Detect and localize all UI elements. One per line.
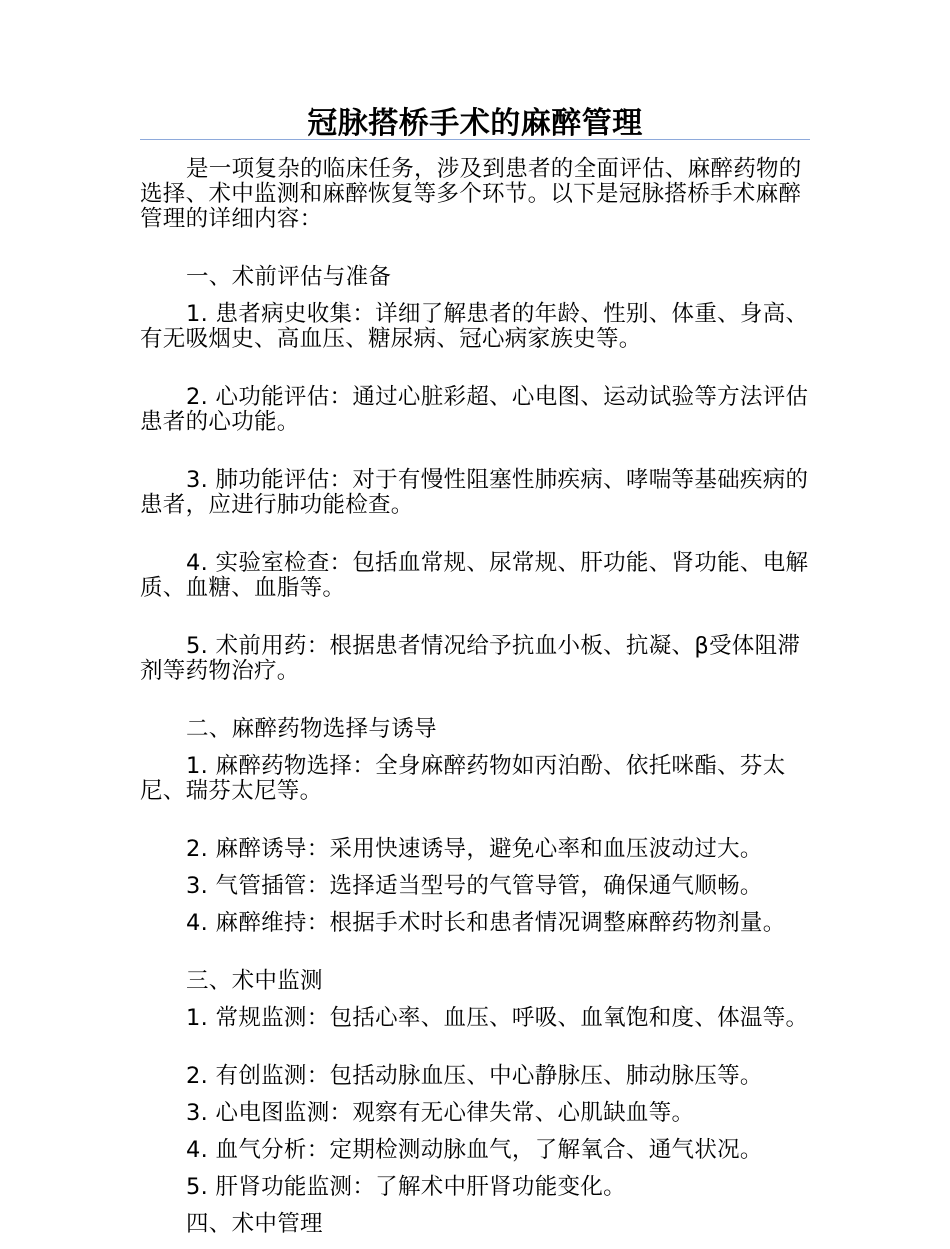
anesthesia-item-intubation: 3. 气管插管：选择适当型号的气管导管，确保通气顺畅。 bbox=[186, 873, 763, 899]
anesthesia-item-induction: 2. 麻醉诱导：采用快速诱导，避免心率和血压波动过大。 bbox=[186, 836, 763, 862]
anesthesia-item-maintenance: 4. 麻醉维持：根据手术时长和患者情况调整麻醉药物剂量。 bbox=[186, 910, 786, 936]
section-heading-intraop: 四、术中管理 bbox=[186, 1211, 323, 1237]
monitoring-item-bloodgas: 4. 血气分析：定期检测动脉血气，了解氧合、通气状况。 bbox=[186, 1137, 763, 1163]
title-underline bbox=[140, 139, 810, 140]
document-body bbox=[140, 157, 810, 1249]
anesthesia-item-drugs: 1. 麻醉药物选择：全身麻醉药物如丙泊酚、依托咪酯、芬太尼、瑞芬太尼等。 bbox=[140, 753, 786, 804]
preop-item-cardiac: 2. 心功能评估：通过心脏彩超、心电图、运动试验等方法评估患者的心功能。 bbox=[140, 384, 809, 435]
document-title: 冠脉搭桥手术的麻醉管理 bbox=[307, 106, 643, 141]
monitoring-item-ecg: 3. 心电图监测：观察有无心律失常、心肌缺血等。 bbox=[186, 1100, 695, 1126]
monitoring-item-liver-kidney: 5. 肝肾功能监测：了解术中肝肾功能变化。 bbox=[186, 1174, 626, 1200]
section-heading-preop: 一、术前评估与准备 bbox=[186, 264, 392, 290]
preop-item-history: 1. 患者病史收集：详细了解患者的年龄、性别、体重、身高、有无吸烟史、高血压、糖尿病、冠心病家族史等。 bbox=[140, 301, 809, 352]
section-heading-monitoring: 三、术中监测 bbox=[186, 968, 323, 994]
preop-item-medication: 5. 术前用药：根据患者情况给予抗血小板、抗凝、β受体阻滞剂等药物治疗。 bbox=[140, 633, 801, 684]
intro-paragraph: 是一项复杂的临床任务，涉及到患者的全面评估、麻醉药物的选择、术中监测和麻醉恢复等多个环节。以下是冠脉搭桥手术麻醉管理的详细内容： bbox=[140, 156, 802, 232]
section-heading-anesthesia: 二、麻醉药物选择与诱导 bbox=[186, 716, 437, 742]
preop-item-pulmonary: 3. 肺功能评估：对于有慢性阻塞性肺疾病、哮喘等基础疾病的患者，应进行肺功能检查。 bbox=[140, 467, 809, 518]
monitoring-item-routine: 1. 常规监测：包括心率、血压、呼吸、血氧饱和度、体温等。 bbox=[186, 1005, 809, 1031]
monitoring-item-invasive: 2. 有创监测：包括动脉血压、中心静脉压、肺动脉压等。 bbox=[186, 1063, 763, 1089]
preop-item-lab: 4. 实验室检查：包括血常规、尿常规、肝功能、肾功能、电解质、血糖、血脂等。 bbox=[140, 550, 809, 601]
